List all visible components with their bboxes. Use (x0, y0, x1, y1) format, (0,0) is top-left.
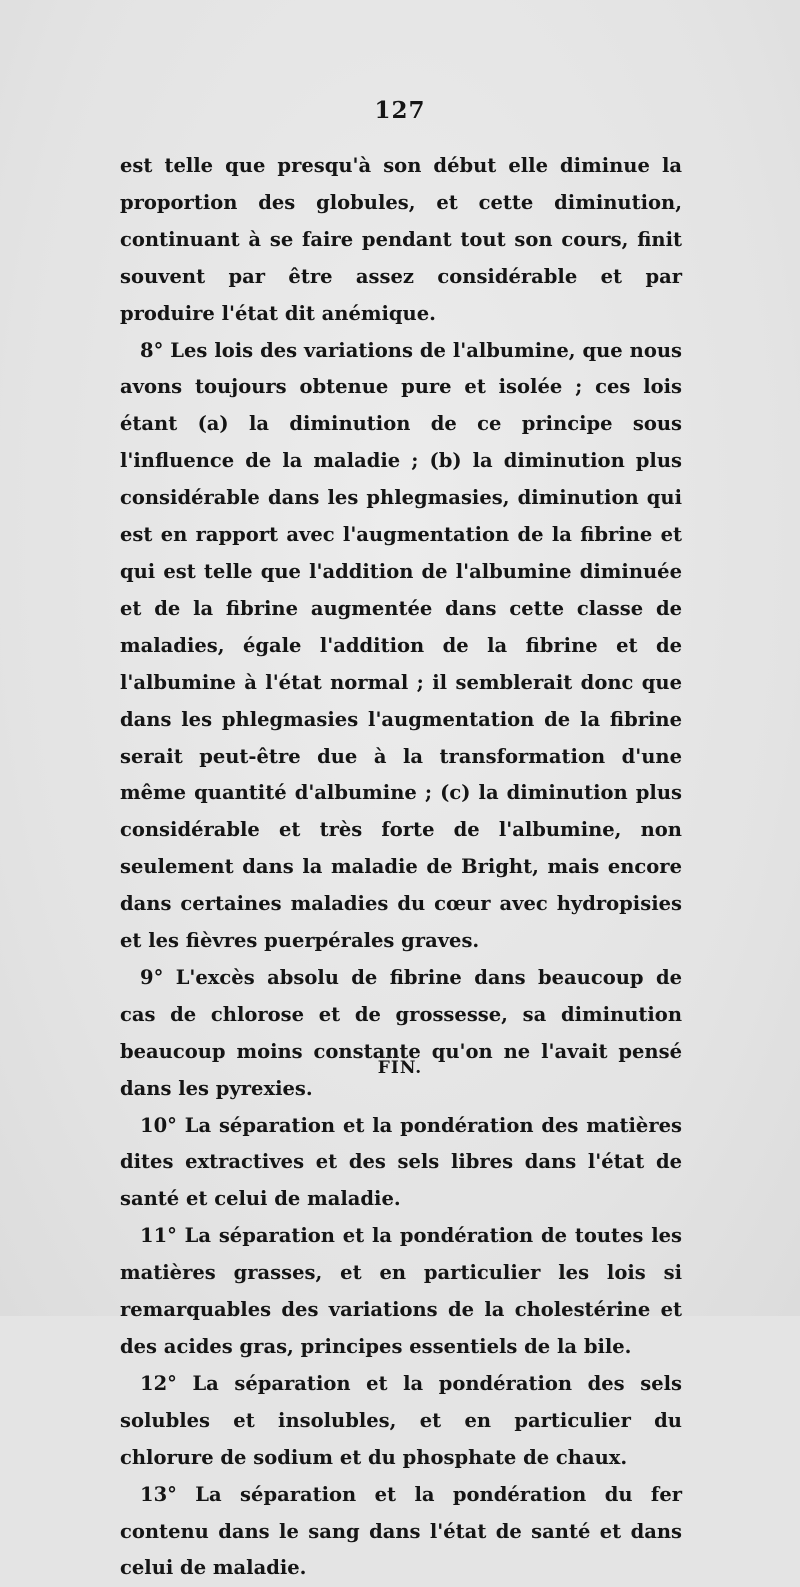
paragraph-item-12: 12° La séparation et la pondération des sels solubles et insolubles, et en particulier du chlorure de sodium et du phosphate de chaux. (120, 1371, 682, 1469)
page-number: 127 (374, 97, 426, 124)
closing-fin: FIN. (377, 1058, 423, 1078)
paragraph-continuation: est telle que presqu'à son début elle diminue la proportion des globules, et cette diminution, continuant à se faire pendant tout son cours, finit souvent par être assez considérable et par produire l'état dit anémique. (120, 154, 682, 325)
body-text (120, 148, 682, 1587)
paragraph-item-13: 13° La séparation et la pondération du fer contenu dans le sang dans l'état de santé et dans celui de maladie. (120, 1482, 682, 1580)
paragraph-item-11: 11° La séparation et la pondération de toutes les matières grasses, et en particulier les lois si remarquables des variations de la cholestérine et des acides gras, principes essentiels de la bile. (120, 1224, 682, 1358)
paragraph-item-8: 8° Les lois des variations de l'albumine, que nous avons toujours obtenue pure et isolée ; ces lois étant (a) la diminution de ce principe sous l'influence de la maladie ; (b) la diminution plus considérable dans les phlegmasies, diminution qui est en rapport avec l'augmentation de la fibrine et qui est telle que l'addition de l'albumine diminuée et de la fibrine augmentée dans cette classe de maladies, égale l'addition de la fibrine et de l'albumine à l'état normal ; il semblerait donc que dans les phlegmasies l'augmentation de la fibrine serait peut-être due à la transformation d'une même quantité d'albumine ; (c) la diminution plus considérable et très forte de l'albumine, non seulement dans la maladie de Bright, mais encore dans certaines maladies du cœur avec hydropisies et les fièvres puerpérales graves. (120, 338, 682, 953)
paragraph-item-10: 10° La séparation et la pondération des matières dites extractives et des sels libres dans l'état de santé et celui de maladie. (120, 1113, 682, 1211)
paragraph-item-9: 9° L'excès absolu de fibrine dans beaucoup de cas de chlorose et de grossesse, sa diminution beaucoup moins constante qu'on ne l'avait pensé dans les pyrexies. (120, 965, 682, 1100)
